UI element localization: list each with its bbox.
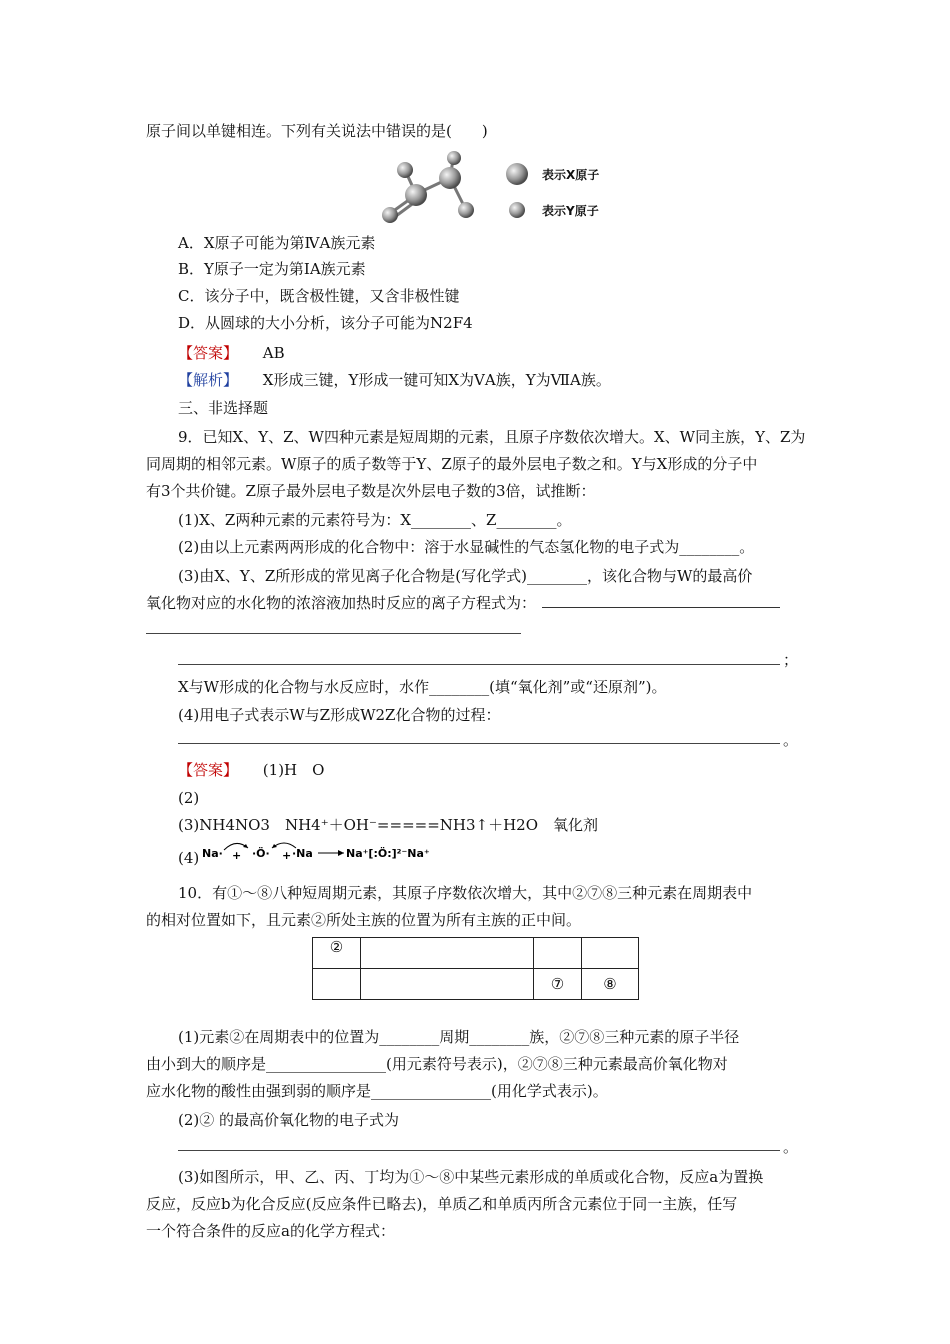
answer-text: AB bbox=[262, 344, 285, 362]
q10-stem-1: 10．有①～⑧八种短周期元素，其原子序数依次增大，其中②⑦⑧三种元素在周期表中 bbox=[178, 884, 753, 902]
y-atom-legend-icon bbox=[509, 202, 525, 218]
answer-blank-line bbox=[178, 743, 780, 744]
answer-tag: 【答案】 bbox=[178, 344, 239, 362]
q9-part3b bbox=[146, 593, 780, 613]
analysis-text: X形成三键，Y形成一键可知X为ⅤA族，Y为ⅦA族。 bbox=[262, 371, 611, 389]
table-cell bbox=[361, 938, 534, 969]
q9-stem-3: 有3个共价键。Z原子最外层电子数是次外层电子数的3倍，试推断： bbox=[146, 482, 596, 500]
answer-blank-line bbox=[178, 1150, 780, 1151]
svg-text:+: + bbox=[232, 849, 242, 862]
svg-text:Na⁺[:Ö:]²⁻Na⁺: Na⁺[:Ö:]²⁻Na⁺ bbox=[346, 847, 430, 860]
option-a: A．X原子可能为第ⅣA族元素 bbox=[178, 234, 376, 252]
legend-y-label: 表示Y原子 bbox=[542, 204, 599, 218]
q9-stem-1: 9．已知X、Y、Z、W四种元素是短周期的元素，且原子序数依次增大。X、W同主族，Y、Z为 bbox=[178, 428, 806, 446]
q9-part1: (1)X、Z两种元素的元素符号为：X________、Z________。 bbox=[178, 511, 572, 529]
q9-part4: (4)用电子式表示W与Z形成W2Z化合物的过程： bbox=[178, 706, 501, 724]
electron-formation-diagram bbox=[200, 838, 440, 868]
q9-part2: (2)由以上元素两两形成的化合物中：溶于水显碱性的气态氢化物的电子式为________。 bbox=[178, 538, 755, 556]
svg-text:+: + bbox=[282, 849, 292, 862]
semicolon: ； bbox=[783, 651, 799, 669]
cell-element-7: ⑦ bbox=[534, 969, 582, 1000]
cell-element-8: ⑧ bbox=[582, 969, 639, 1000]
answer-blank-line bbox=[146, 633, 521, 634]
q10-part3-2: 反应，反应b为化合反应(反应条件已略去)，单质乙和单质丙所含元素位于同一主族，任写 bbox=[146, 1195, 738, 1213]
q9-part3b-text: 氧化物对应的水化物的浓溶液加热时反应的离子方程式为： bbox=[146, 594, 537, 612]
period: 。 bbox=[783, 731, 799, 749]
table-cell bbox=[534, 938, 582, 969]
q9-answer bbox=[178, 760, 324, 780]
q9-part3a: (3)由X、Y、Z所形成的常见离子化合物是(写化学式)________，该化合物与W的最高价 bbox=[178, 567, 753, 585]
answer-tag: 【答案】 bbox=[178, 761, 239, 779]
svg-text:·Ö·: ·Ö· bbox=[252, 847, 270, 860]
q8-answer bbox=[178, 343, 285, 363]
q10-part3-3: 一个符合条件的反应a的化学方程式： bbox=[146, 1222, 395, 1240]
table-cell bbox=[361, 969, 534, 1000]
period: 。 bbox=[783, 1138, 799, 1156]
svg-text:·Na: ·Na bbox=[292, 847, 313, 860]
section-title: 三、非选择题 bbox=[178, 399, 269, 417]
table-cell bbox=[313, 969, 361, 1000]
q10-stem-2: 的相对位置如下，且元素②所处主族的位置为所有主族的正中间。 bbox=[146, 911, 582, 929]
answer-line-2: (2) bbox=[178, 789, 200, 807]
periodic-table-fragment bbox=[312, 937, 639, 1000]
q10-part2: (2)② 的最高价氧化物的电子式为 bbox=[178, 1111, 400, 1129]
q10-part1-1: (1)元素②在周期表中的位置为________周期________族，②⑦⑧三种元素的原子半径 bbox=[178, 1028, 740, 1046]
q9-part3c: X与W形成的化合物与水反应时，水作________(填“氧化剂”或“还原剂”)。 bbox=[178, 678, 667, 696]
question-intro: 原子间以单键相连。下列有关说法中错误的是( ) bbox=[146, 122, 488, 140]
q8-analysis bbox=[178, 370, 611, 390]
option-d: D．从圆球的大小分析，该分子可能为N2F4 bbox=[178, 314, 473, 332]
answer-line-3: (3)NH4NO3 NH4⁺＋OH⁻=====NH3↑＋H2O 氧化剂 bbox=[178, 816, 599, 834]
cell-element-2: ② bbox=[313, 938, 361, 969]
table-cell bbox=[582, 938, 639, 969]
x-atom-legend-icon bbox=[506, 163, 528, 185]
answer-blank-line bbox=[178, 664, 780, 665]
svg-text:Na·: Na· bbox=[202, 847, 223, 860]
option-b: B．Y原子一定为第ⅠA族元素 bbox=[178, 260, 366, 278]
legend-x-label: 表示X原子 bbox=[542, 168, 600, 182]
answer-line-4-label: (4) bbox=[178, 849, 200, 867]
analysis-tag: 【解析】 bbox=[178, 371, 239, 389]
q9-stem-2: 同周期的相邻元素。W原子的质子数等于Y、Z原子的最外层电子数之和。Y与X形成的分子中 bbox=[146, 455, 758, 473]
q10-part1-3: 应水化物的酸性由强到弱的顺序是________________(用化学式表示)。 bbox=[146, 1082, 608, 1100]
q10-part1-2: 由小到大的顺序是________________(用元素符号表示)，②⑦⑧三种元素最高价氧化物对 bbox=[146, 1055, 728, 1073]
answer-line-1: (1)H O bbox=[262, 761, 325, 779]
option-c: C．该分子中，既含极性键，又含非极性键 bbox=[178, 287, 460, 305]
q10-part3-1: (3)如图所示，甲、乙、丙、丁均为①～⑧中某些元素形成的单质或化合物，反应a为置换 bbox=[178, 1168, 764, 1186]
answer-blank bbox=[542, 593, 780, 608]
